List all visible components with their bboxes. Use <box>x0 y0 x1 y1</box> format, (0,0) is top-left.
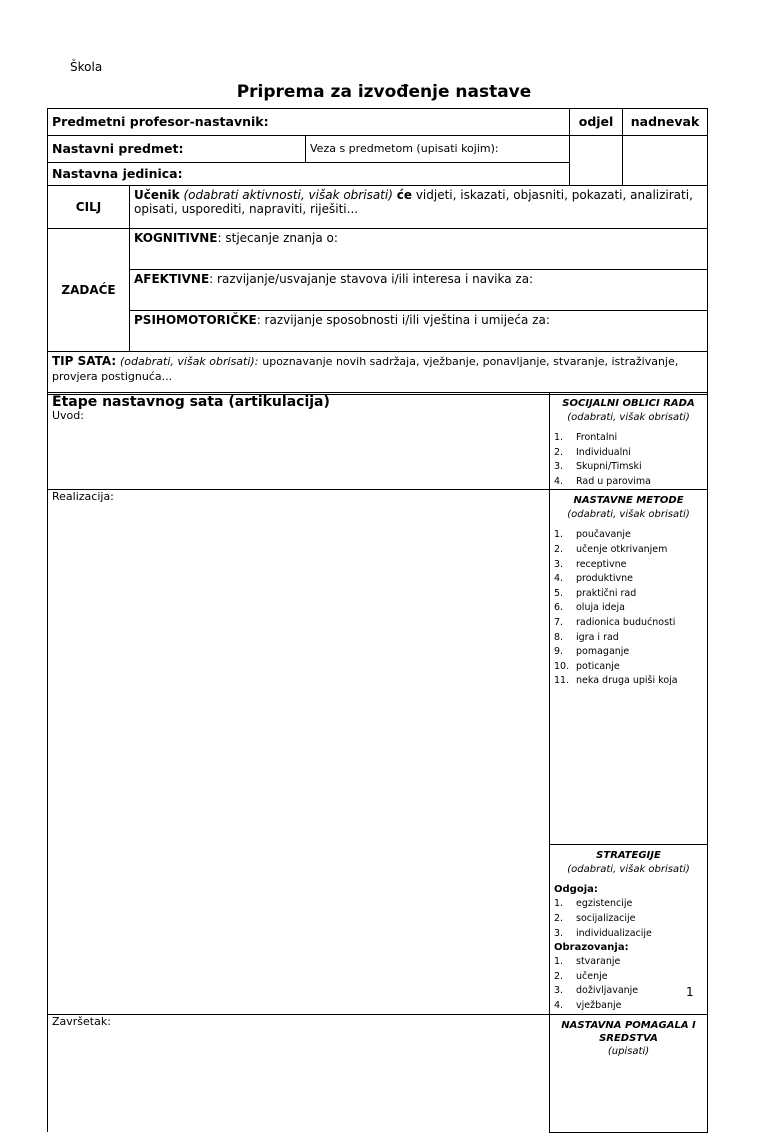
intro-label: Uvod: <box>52 409 84 422</box>
psychomotor-field[interactable] <box>130 311 708 352</box>
education-list <box>554 955 703 1013</box>
list-item[interactable]: 11. neka druga upiši koja <box>554 675 678 687</box>
realization-section[interactable] <box>48 490 550 1014</box>
goal-label: CILJ <box>48 186 130 229</box>
affective-field[interactable] <box>130 270 708 311</box>
lesson-stages-table <box>47 392 708 1133</box>
cognitive-label: KOGNITIVNE <box>134 231 218 245</box>
list-item[interactable]: 9. pomaganje <box>554 646 630 658</box>
aids-title: NASTAVNA POMAGALA I SREDSTVA <box>561 1019 696 1044</box>
methods-list <box>554 528 703 689</box>
goal-student: Učenik <box>134 188 180 202</box>
subject-field[interactable] <box>48 136 306 163</box>
goal-will: će <box>396 188 412 202</box>
methods-subtitle: (odabrati, višak obrisati) <box>567 509 690 521</box>
tasks-label: ZADAĆE <box>48 229 130 352</box>
list-item[interactable]: 1. stvaranje <box>554 956 621 968</box>
page-number: 1 <box>686 985 694 999</box>
professor-field[interactable] <box>48 109 570 136</box>
list-item[interactable]: 2. Individualni <box>554 446 631 458</box>
strategies-subtitle: (odabrati, višak obrisati) <box>567 864 690 876</box>
strategies-title: STRATEGIJE <box>596 850 661 862</box>
department-field[interactable] <box>570 136 623 186</box>
list-item[interactable]: 2. socijalizacije <box>554 912 636 924</box>
intro-section[interactable] <box>48 393 550 490</box>
subject-link-label: Veza s predmetom (upisati kojim): <box>310 142 499 155</box>
list-item[interactable]: 2. učenje <box>554 970 608 982</box>
aids-box[interactable] <box>550 1014 708 1132</box>
social-forms-box <box>550 393 708 490</box>
list-item[interactable]: 3. individualizacije <box>554 927 652 939</box>
subject-label: Nastavni predmet: <box>52 141 184 156</box>
lesson-info-table <box>47 108 708 395</box>
goal-instruction: (odabrati aktivnosti, višak obrisati) <box>183 188 393 202</box>
lesson-type-label: TIP SATA: <box>52 354 117 368</box>
school-label: Škola <box>70 60 103 74</box>
list-item[interactable]: 3. receptivne <box>554 558 627 570</box>
realization-label: Realizacija: <box>52 490 114 504</box>
list-item[interactable]: 2. učenje otkrivanjem <box>554 543 668 555</box>
list-item[interactable]: 1. Frontalni <box>554 432 618 443</box>
upbringing-label: Odgoja: <box>554 884 598 896</box>
list-item[interactable]: 10. poticanje <box>554 660 620 672</box>
affective-text: : razvijanje/usvajanje stavova i/ili interesa i navika za: <box>209 272 534 286</box>
psychomotor-text: : razvijanje sposobnosti i/ili vještina i umijeća za: <box>256 313 550 327</box>
subject-link-field[interactable] <box>306 136 570 163</box>
date-field[interactable] <box>623 136 708 186</box>
psychomotor-label: PSIHOMOTORIČKE <box>134 313 257 327</box>
conclusion-label: Završetak: <box>52 1014 111 1028</box>
goal-field[interactable] <box>130 186 708 229</box>
conclusion-section[interactable] <box>48 1014 550 1132</box>
list-item[interactable]: 6. oluja ideja <box>554 602 625 614</box>
list-item[interactable]: 3. Skupni/Timski <box>554 461 642 473</box>
stages-title: Etape nastavnog sata (artikulacija) <box>52 394 330 410</box>
list-item[interactable]: 4. produktivne <box>554 573 633 585</box>
unit-field[interactable] <box>48 163 570 186</box>
list-item[interactable]: 8. igra i rad <box>554 631 619 643</box>
date-header: nadnevak <box>623 109 708 136</box>
upbringing-list <box>554 897 703 941</box>
unit-label: Nastavna jedinica: <box>52 166 183 181</box>
aids-subtitle: (upisati) <box>607 1045 650 1057</box>
lesson-type-instruction: (odabrati, višak obrisati): <box>120 355 259 368</box>
lesson-type-field[interactable] <box>48 352 708 395</box>
strategies-box <box>550 845 708 1014</box>
cognitive-text: : stjecanje znanja o: <box>217 231 338 245</box>
list-item[interactable]: 4. vježbanje <box>554 999 622 1011</box>
education-label: Obrazovanja: <box>554 942 629 954</box>
cognitive-field[interactable] <box>130 229 708 270</box>
lesson-type-text: upoznavanje novih sadržaja, vježbanje, ponavljanje, stvaranje, istraživanje, provjera postignuća... <box>52 355 679 383</box>
list-item[interactable]: 3. doživljavanje <box>554 985 639 997</box>
list-item[interactable]: 4. Rad u parovima <box>554 475 652 487</box>
list-item[interactable]: 7. radionica budućnosti <box>554 616 676 628</box>
department-header: odjel <box>570 109 623 136</box>
methods-title: NASTAVNE METODE <box>573 495 684 507</box>
goal-text: vidjeti, iskazati, objasniti, pokazati, analizirati, opisati, usporediti, napraviti, riješiti... <box>134 188 693 216</box>
professor-label: Predmetni profesor-nastavnik: <box>52 114 269 129</box>
social-forms-subtitle: (odabrati, višak obrisati) <box>567 412 690 423</box>
page-title: Priprema za izvođenje nastave <box>236 82 532 102</box>
list-item[interactable]: 1. poučavanje <box>554 529 631 541</box>
social-forms-title: SOCIJALNI OBLICI RADA <box>562 398 695 409</box>
social-forms-list <box>554 431 703 489</box>
list-item[interactable]: 1. egzistencije <box>554 898 633 910</box>
affective-label: AFEKTIVNE <box>134 272 210 286</box>
methods-box <box>550 490 708 845</box>
list-item[interactable]: 5. praktični rad <box>554 587 637 599</box>
